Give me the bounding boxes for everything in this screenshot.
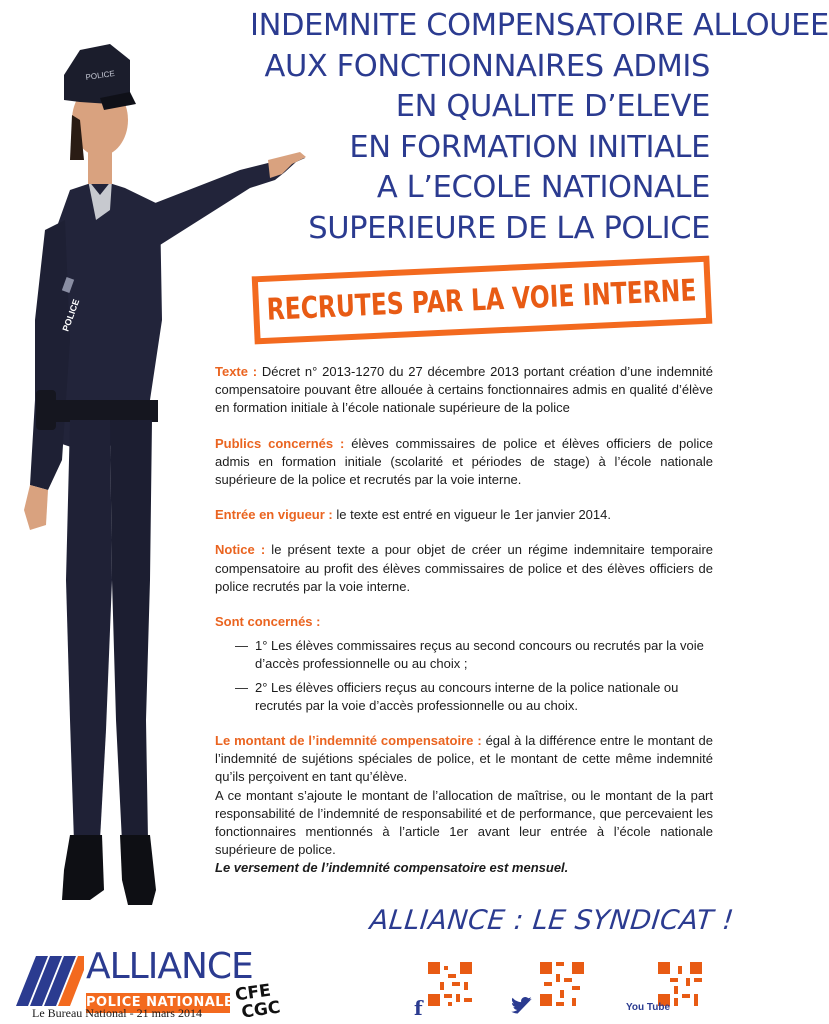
list-item-text: 1° Les élèves commissaires reçus au second concours ou recrutés par la voie d’accès professionnelle ou au choix ; [255,638,704,672]
logo-name: ALLIANCE [86,946,253,987]
montant-paragraph-2: A ce montant s’ajoute le montant de l’allocation de maîtrise, ou le montant de la part responsabilité de l’indemnité de responsabilité et de performance, que percevaient les fonctionnaires mentionnés à l’article 1er avant leur entrée à l’école nationale supérieure de police. [215,787,713,858]
publics-text: élèves commissaires de police et élèves officiers de police admis en formation initiale (scolarité et périodes de stage) à l’école nationale supérieure de la police et recrutés par la voie interne. [215,435,713,488]
title-line: EN QUALITE D’ELEVE [395,89,710,124]
title-line: AUX FONCTIONNAIRES ADMIS [264,48,710,84]
dash-bullet: — [235,679,248,695]
qr-code-youtube-icon[interactable] [658,962,702,1006]
cgc-text: CGC [240,997,282,1023]
banner-text: RECRUTES PAR LA VOIE INTERNE [266,272,698,328]
cfe-cgc-logo-icon [232,980,290,1023]
montant-label: Le montant de l’indemnité compensatoire : [215,733,482,749]
cap-badge: POLICE [85,68,116,82]
cfe-text: CFE [233,980,273,1006]
notice-label: Notice : [215,542,266,558]
slogan: ALLIANCE : LE SYNDICAT ! [368,905,736,936]
banner [252,256,713,345]
publics-paragraph [215,435,713,490]
sont-list [235,637,713,715]
chest-badge: POLICE [60,297,82,333]
entree-label: Entrée en vigueur : [215,507,333,523]
entree-paragraph [215,506,713,524]
publics-label: Publics concernés : [215,435,345,451]
twitter-icon[interactable] [512,998,534,1016]
title-line: SUPERIEURE DE LA POLICE [308,210,710,246]
dash-bullet: — [235,638,248,654]
montant-text: égal à la différence entre le montant de l’indemnité de sujétions spéciales de police, et le montant de cette même indemnité qu’ils perçoivent en tant qu’élève. [215,733,714,785]
texte-text: Décret n° 2013-1270 du 27 décembre 2013 portant création d’une indemnité compensatoire pouvant être allouée à certains fonctionnaires admis en qualité d’élève en formation initiale à l’école nationale supérieure de la police [215,364,713,416]
youtube-icon[interactable]: You Tube [626,1002,671,1013]
qr-code-facebook-icon[interactable] [428,962,472,1006]
logo-subtitle: POLICE NATIONALE [86,993,230,1013]
texte-paragraph [215,363,713,418]
notice-text: le présent texte a pour objet de créer un régime indemnitaire temporaire compensatoire au profit des élèves commissaires de police et des élèves officiers de police recrutés par la voie interne. [215,542,714,594]
sont-paragraph [215,613,713,631]
qr-code-twitter-icon[interactable] [540,962,584,1006]
title-line: INDEMNITE COMPENSATOIRE ALLOUEE [250,8,829,43]
facebook-icon[interactable]: f [414,996,423,1020]
sont-label: Sont concernés : [215,614,321,630]
montant-note: Le versement de l’indemnité compensatoire est mensuel. [215,860,569,876]
texte-label: Texte : [215,364,258,379]
title-line: A L’ECOLE NATIONALE [376,170,710,205]
list-item [235,679,713,715]
notice-paragraph [215,541,713,596]
title-line: EN FORMATION INITIALE [349,129,710,165]
alliance-logo-icon [14,956,84,1006]
list-item [235,637,713,673]
byline: Le Bureau National - 21 mars 2014 [32,1006,202,1020]
entree-text: le texte est entré en vigueur le 1er janvier 2014. [332,507,611,523]
main-content [215,363,713,878]
list-item-text: 2° Les élèves officiers reçus au concours interne de la police nationale ou recrutés par la voie d’accès professionnelle ou au choix. [255,679,679,713]
montant-paragraph [215,732,713,787]
